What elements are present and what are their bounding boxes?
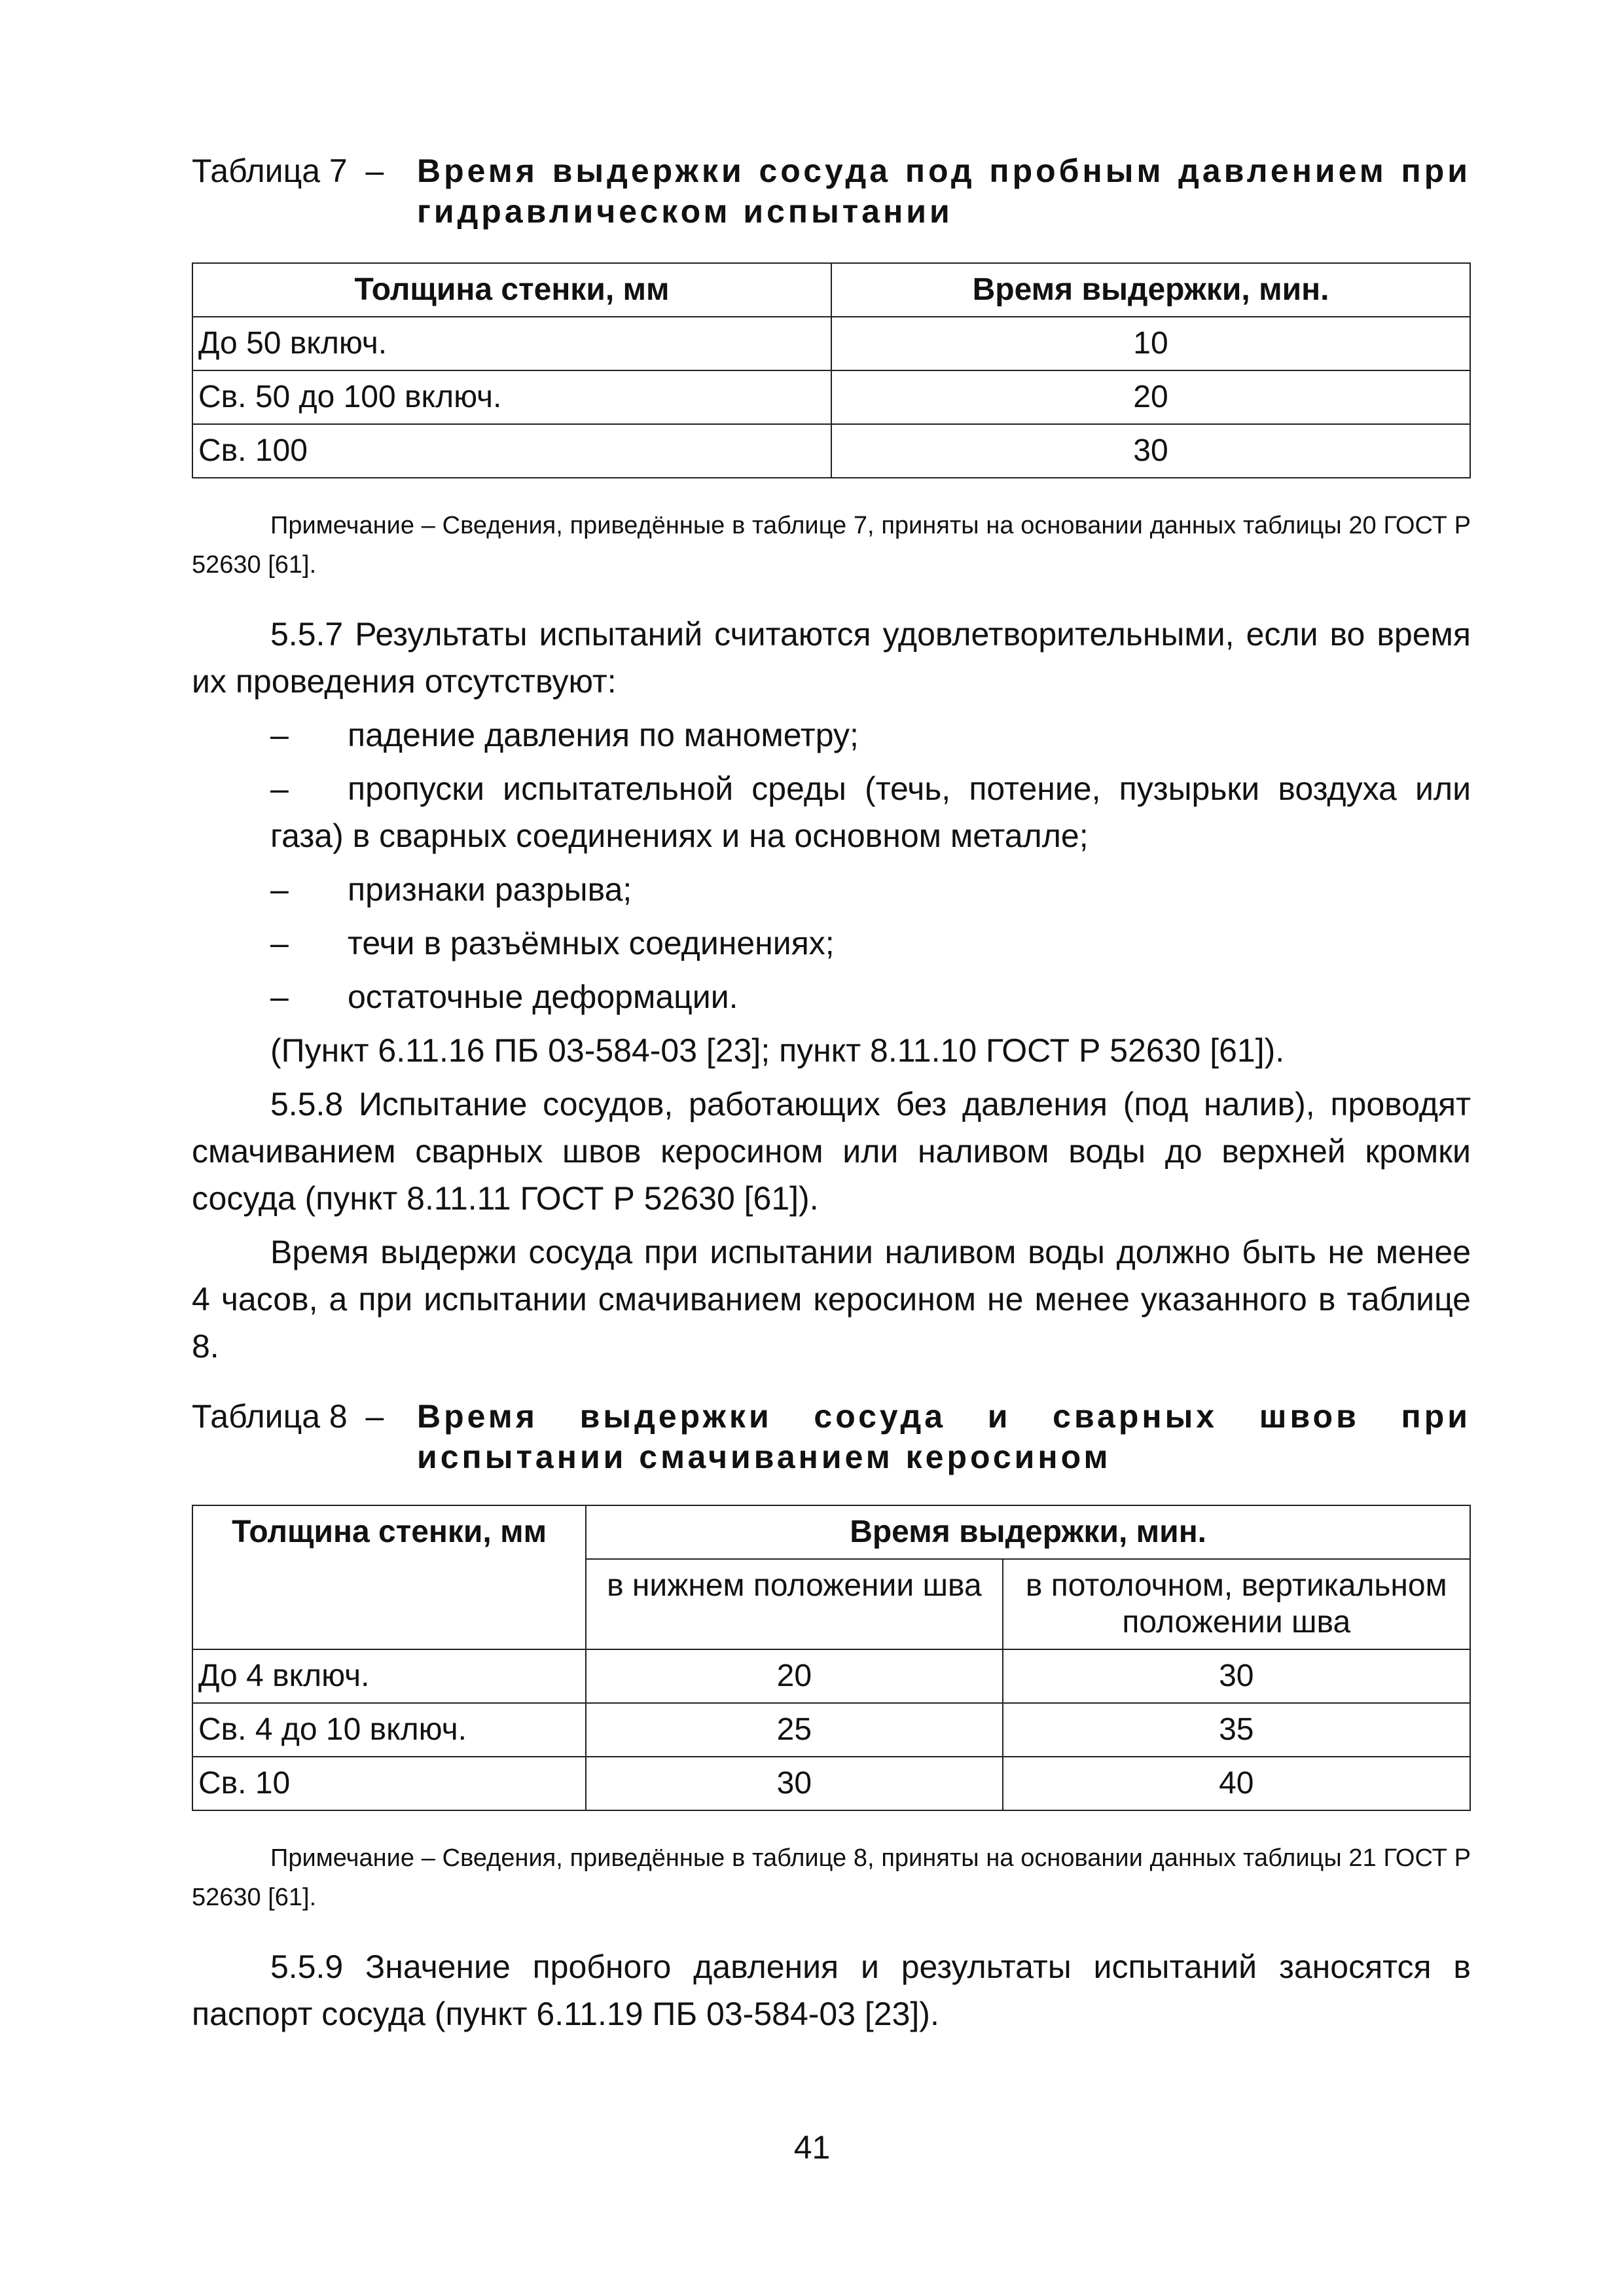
table-row xyxy=(192,317,1470,370)
table8-title: Время выдержки сосуда и сварных швов при испытании смачиванием керосином xyxy=(417,1398,1471,1475)
table8-header-thickness: Толщина стенки, мм xyxy=(192,1505,586,1649)
list-dash: – xyxy=(270,925,289,961)
table-row xyxy=(192,1757,1470,1810)
list-item-text: признаки разрыва; xyxy=(348,871,632,908)
table8-cell: 40 xyxy=(1003,1757,1470,1810)
list-dash: – xyxy=(270,871,289,908)
table7-label: Таблица 7 – xyxy=(192,152,384,189)
table8-label: Таблица 8 – xyxy=(192,1398,384,1435)
table7-header-row xyxy=(192,263,1470,317)
document-page xyxy=(192,151,1471,2037)
table8-cell: 30 xyxy=(586,1757,1002,1810)
table7-cell: 30 xyxy=(831,424,1470,478)
table7-cell: Св. 50 до 100 включ. xyxy=(192,370,831,424)
list-item-text: пропуски испытательной среды (течь, потение, пузырьки воздуха или газа) в сварных соединениях и на основном металле; xyxy=(270,770,1471,854)
table8 xyxy=(192,1505,1471,1811)
list-item xyxy=(192,765,1471,859)
section-5-5-7-reference: (Пункт 6.11.16 ПБ 03-584-03 [23]; пункт 8.11.10 ГОСТ Р 52630 [61]). xyxy=(270,1032,1285,1069)
table8-subheader-lower: в нижнем положении шва xyxy=(586,1559,1002,1649)
table7-cell: 10 xyxy=(831,317,1470,370)
table8-subheader-ceiling: в потолочном, вертикальном положении шва xyxy=(1003,1559,1470,1649)
list-dash: – xyxy=(270,717,289,753)
list-item xyxy=(192,711,1471,759)
list-item-text: течи в разъёмных соединениях; xyxy=(348,925,835,961)
table7-cell: Св. 100 xyxy=(192,424,831,478)
table7 xyxy=(192,262,1471,478)
table8-caption xyxy=(192,1396,1471,1477)
table8-note: Примечание – Сведения, приведённые в таблице 8, приняты на основании данных таблицы 21 ГОСТ Р 52630 [61]. xyxy=(192,1844,1471,1911)
table7-cell: До 50 включ. xyxy=(192,317,831,370)
section-5-5-8-text: 5.5.8 Испытание сосудов, работающих без давления (под налив), проводят смачиванием сварных швов керосином или наливом воды до верхней кромки сосуда (пункт 8.11.11 ГОСТ Р 52630 [61]). xyxy=(192,1086,1471,1217)
section-5-5-8-text2: Время выдержи сосуда при испытании наливом воды должно быть не менее 4 часов, а при испытании смачиванием керосином не менее указанного в таблице 8. xyxy=(192,1234,1471,1365)
list-item xyxy=(192,920,1471,967)
table-row xyxy=(192,1703,1470,1757)
table8-cell: 30 xyxy=(1003,1649,1470,1703)
table7-title: Время выдержки сосуда под пробным давлением при гидравлическом испытании xyxy=(417,152,1471,230)
page-number: 41 xyxy=(793,2129,831,2166)
list-item xyxy=(192,866,1471,913)
table8-cell: 20 xyxy=(586,1649,1002,1703)
table8-cell: Св. 10 xyxy=(192,1757,586,1810)
table-row xyxy=(192,370,1470,424)
table7-header-time: Время выдержки, мин. xyxy=(831,263,1470,317)
table8-cell: Св. 4 до 10 включ. xyxy=(192,1703,586,1757)
table8-header-row xyxy=(192,1505,1470,1559)
table8-cell: 35 xyxy=(1003,1703,1470,1757)
table-row xyxy=(192,1649,1470,1703)
table8-cell: До 4 включ. xyxy=(192,1649,586,1703)
table7-note: Примечание – Сведения, приведённые в таблице 7, приняты на основании данных таблицы 20 ГОСТ Р 52630 [61]. xyxy=(192,512,1471,579)
list-dash: – xyxy=(270,770,289,807)
table8-header-time: Время выдержки, мин. xyxy=(586,1505,1470,1559)
section-5-5-7-intro: 5.5.7 Результаты испытаний считаются удовлетворительными, если во время их проведения отсутствуют: xyxy=(192,616,1471,700)
table-row xyxy=(192,424,1470,478)
list-item-text: падение давления по манометру; xyxy=(348,717,859,753)
list-item xyxy=(192,973,1471,1020)
list-item-text: остаточные деформации. xyxy=(348,978,738,1015)
table8-cell: 25 xyxy=(586,1703,1002,1757)
list-dash: – xyxy=(270,978,289,1015)
table7-header-thickness: Толщина стенки, мм xyxy=(192,263,831,317)
section-5-5-9-text: 5.5.9 Значение пробного давления и результаты испытаний заносятся в паспорт сосуда (пункт 6.11.19 ПБ 03-584-03 [23]). xyxy=(192,1948,1471,2032)
table7-cell: 20 xyxy=(831,370,1470,424)
table7-caption xyxy=(192,151,1471,232)
